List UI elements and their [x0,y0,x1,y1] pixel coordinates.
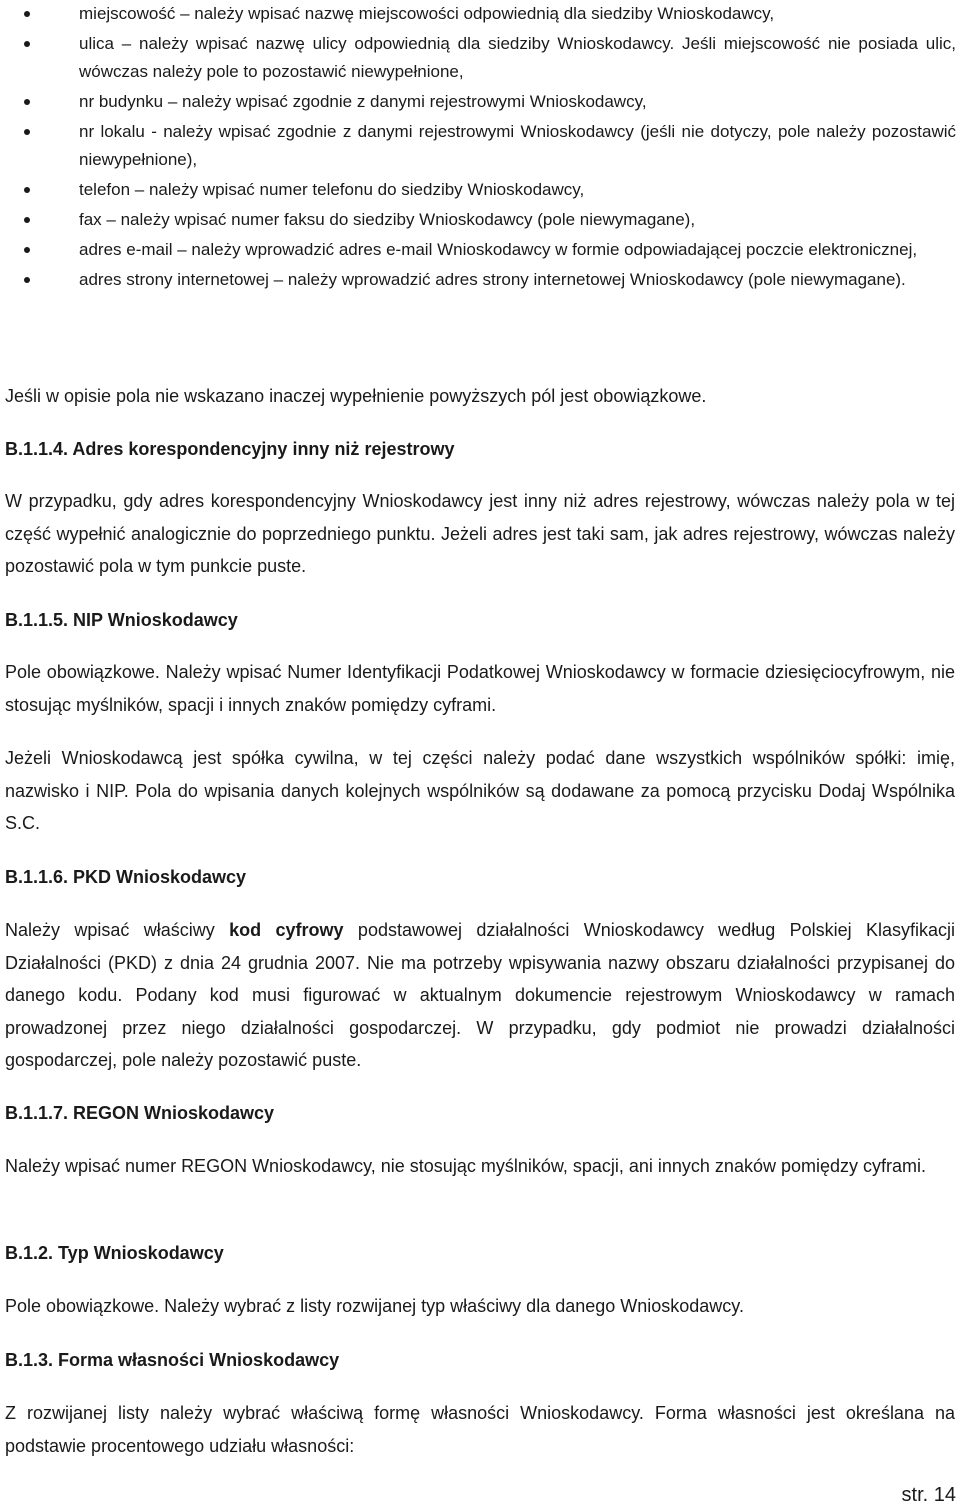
section-paragraph: Należy wpisać numer REGON Wnioskodawcy, nie stosując myślników, spacji, ani innych znaków pomiędzy cyframi. [5,1156,926,1176]
section-paragraph: Należy wpisać właściwy kod cyfrowy podstawowej działalności Wnioskodawcy według Polskiej Klasyfikacji Działalności (PKD) z dnia 24 grudnia 2007. Nie ma potrzeby wpisywania nazwy obszaru działalności przypisanej do danego kodu. Podany kod musi figurować w aktualnym dokumencie rejestrowym Wnioskodawcy w ramach prowadzonej przez niego działalności gospodarczej. W przypadku, gdy podmiot nie prowadzi działalności gospodarczej, pole należy pozostawić puste. [5,920,956,1070]
list-item: adres strony internetowej – należy wprowadzić adres strony internetowej Wnioskodawcy (pole niewymagane). [0,266,960,294]
list-item: miejscowość – należy wpisać nazwę miejscowości odpowiednią dla siedziby Wnioskodawcy, [0,0,960,28]
required-fields-note: Jeśli w opisie pola nie wskazano inaczej wypełnienie powyższych pól jest obowiązkowe. [5,386,707,406]
list-item: fax – należy wpisać numer faksu do siedziby Wnioskodawcy (pole niewymagane), [0,206,960,234]
bullet-icon [24,11,30,17]
section-heading-b1116: B.1.1.6. PKD Wnioskodawcy [5,867,247,887]
bullet-icon [24,41,30,47]
address-field-list [0,0,960,296]
section-paragraph: Jeżeli Wnioskodawcą jest spółka cywilna, w tej części należy podać dane wszystkich wspólników spółki: imię, nazwisko i NIP. Pola do wpisania danych kolejnych wspólników są dodawane za pomocą przycisku Dodaj Wspólnika S.C. [5,748,955,833]
section-heading-b112: B.1.2. Typ Wnioskodawcy [5,1243,224,1263]
section-paragraph: Z rozwijanej listy należy wybrać właściwą formę własności Wnioskodawcy. Forma własności jest określana na podstawie procentowego udziału własności: [5,1403,955,1456]
bullet-icon [24,99,30,105]
list-item: ulica – należy wpisać nazwę ulicy odpowiednią dla siedziby Wnioskodawcy. Jeśli miejscowość nie posiada ulic, wówczas należy pole to pozostawić niewypełnione, [0,30,960,86]
section-heading-b1115: B.1.1.5. NIP Wnioskodawcy [5,610,238,630]
bullet-icon [24,187,30,193]
emphasis-text: kod cyfrowy [229,920,344,940]
bullet-icon [24,247,30,253]
page-number: str. 14 [901,1484,956,1506]
section-heading-b1114: B.1.1.4. Adres korespondencyjny inny niż rejestrowy [5,439,455,459]
section-paragraph: Pole obowiązkowe. Należy wpisać Numer Identyfikacji Podatkowej Wnioskodawcy w formacie dziesięciocyfrowym, nie stosując myślników, spacji i innych znaków pomiędzy cyframi. [5,662,955,715]
list-item: nr budynku – należy wpisać zgodnie z danymi rejestrowymi Wnioskodawcy, [0,88,960,116]
bullet-icon [24,277,30,283]
bullet-icon [24,217,30,223]
section-paragraph: W przypadku, gdy adres korespondencyjny Wnioskodawcy jest inny niż adres rejestrowy, wówczas należy pola w tej część wypełnić analogicznie do poprzedniego punktu. Jeżeli adres jest taki sam, jak adres rejestrowy, wówczas należy pozostawić pola w tym punkcie puste. [5,491,955,576]
bullet-icon [24,129,30,135]
list-item: telefon – należy wpisać numer telefonu do siedziby Wnioskodawcy, [0,176,960,204]
list-item: adres e-mail – należy wprowadzić adres e-mail Wnioskodawcy w formie odpowiadającej poczcie elektronicznej, [0,236,960,264]
section-heading-b113: B.1.3. Forma własności Wnioskodawcy [5,1350,340,1370]
list-item: nr lokalu - należy wpisać zgodnie z danymi rejestrowymi Wnioskodawcy (jeśli nie dotyczy, pole należy pozostawić niewypełnione), [0,118,960,174]
section-paragraph: Pole obowiązkowe. Należy wybrać z listy rozwijanej typ właściwy dla danego Wnioskodawcy. [5,1296,744,1316]
section-heading-b1117: B.1.1.7. REGON Wnioskodawcy [5,1103,275,1123]
